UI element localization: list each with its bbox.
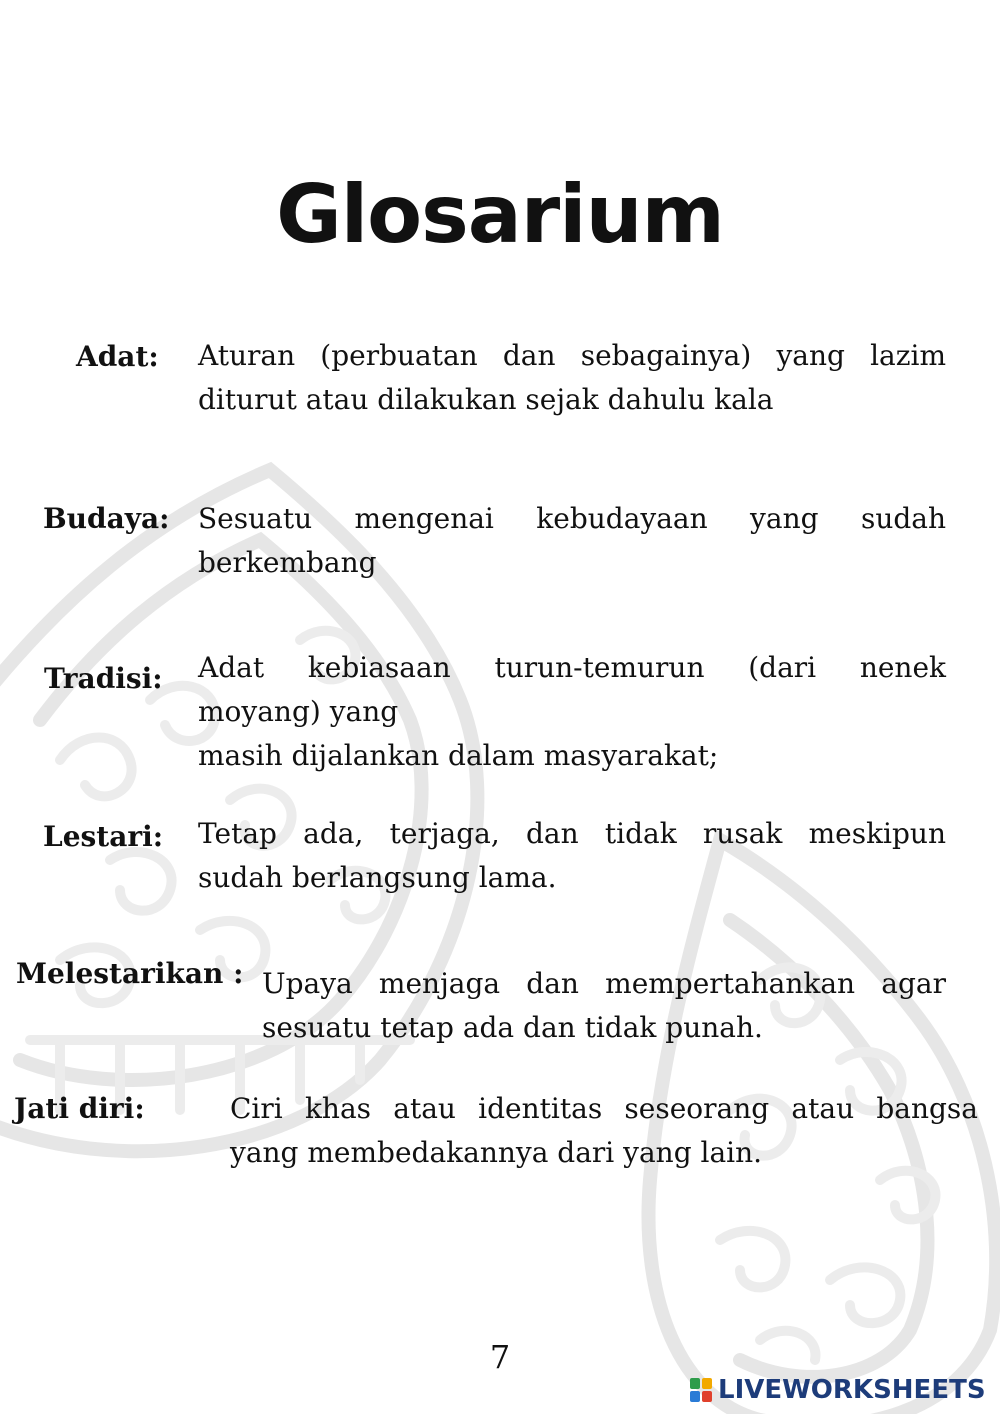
definition-line: Sesuatu mengenai kebudayaan yang sudah (198, 502, 946, 535)
liveworksheets-brand[interactable] (690, 1374, 986, 1406)
brand-name: LIVEWORKSHEETS (718, 1375, 986, 1405)
glossary-definition (230, 1087, 978, 1175)
definition-line: Aturan (perbuatan dan sebagainya) yang lazim (198, 339, 946, 372)
page-number: 7 (489, 1338, 511, 1376)
liveworksheets-logo-icon (690, 1378, 712, 1402)
glossary-definition (198, 812, 946, 900)
glossary-term: Jati diri: (14, 1092, 145, 1125)
glossary-definition (262, 962, 946, 1050)
glossary-definition (198, 497, 946, 585)
glossary-term: Adat: (76, 340, 159, 373)
glossary-definition (198, 334, 946, 422)
definition-line: berkembang (198, 546, 377, 579)
glossary-term: Tradisi: (44, 662, 163, 695)
definition-line: masih dijalankan dalam masyarakat; (198, 739, 719, 772)
definition-line: Upaya menjaga dan mempertahankan agar (262, 967, 946, 1000)
definition-line: Tetap ada, terjaga, dan tidak rusak meskipun (198, 817, 946, 850)
page-title: Glosarium (276, 168, 724, 261)
glossary-term: Lestari: (43, 820, 164, 853)
definition-line: yang membedakannya dari yang lain. (230, 1136, 763, 1169)
glossary-definition (198, 646, 946, 778)
glossary-term: Budaya: (43, 502, 170, 535)
glossary-term: Melestarikan : (16, 957, 244, 990)
definition-line: Ciri khas atau identitas seseorang atau bangsa (230, 1092, 978, 1125)
definition-line: sesuatu tetap ada dan tidak punah. (262, 1011, 763, 1044)
definition-line: diturut atau dilakukan sejak dahulu kala (198, 383, 774, 416)
definition-line: sudah berlangsung lama. (198, 861, 557, 894)
definition-line: Adat kebiasaan turun-temurun (dari nenek (198, 651, 946, 684)
definition-line: moyang) yang (198, 695, 399, 728)
